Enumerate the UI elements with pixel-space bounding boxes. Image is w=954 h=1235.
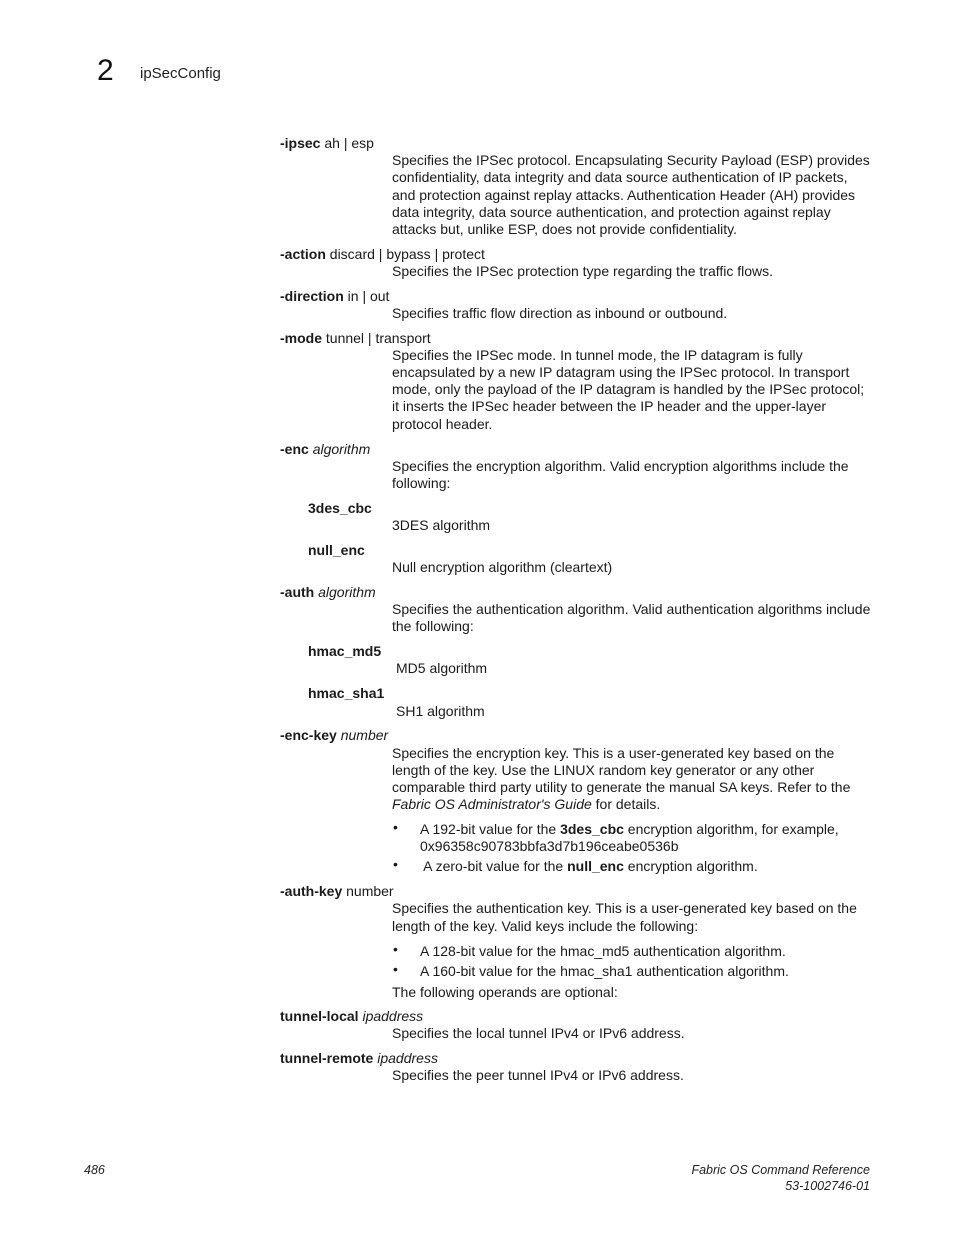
- desc-line: following:: [392, 475, 451, 491]
- operand-action: -action discard | bypass | protect: [280, 246, 485, 262]
- page-number: 486: [84, 1163, 105, 1177]
- desc-line: confidentiality, data integrity and data source authentication of IP packets,: [392, 169, 848, 185]
- chapter-title: ipSecConfig: [140, 65, 221, 82]
- desc-line: data integrity, data source authentication, and protection against replay: [392, 204, 831, 220]
- suboption-null-enc: null_enc: [308, 542, 365, 558]
- desc-line: Specifies the IPSec mode. In tunnel mode, the IP datagram is fully: [392, 347, 803, 363]
- desc-line: mode, only the payload of the IP datagram is handled by the IPSec protocol;: [392, 381, 865, 397]
- operand-auth: -auth algorithm: [280, 584, 376, 600]
- desc-line: Specifies the IPSec protection type regarding the traffic flows.: [392, 263, 774, 279]
- bullet-text: A 160-bit value for the hmac_sha1 authentication algorithm.: [420, 963, 789, 979]
- desc-line: Specifies the authentication algorithm. Valid authentication algorithms include: [392, 601, 871, 617]
- desc-line: length of the key. Valid keys include the following:: [392, 918, 699, 934]
- guide-title: Fabric OS Administrator's Guide: [392, 796, 592, 812]
- operand-enc-key: -enc-key number: [280, 727, 389, 743]
- operand-tunnel-remote: tunnel-remote ipaddress: [280, 1050, 438, 1066]
- operand-direction: -direction in | out: [280, 288, 390, 304]
- chapter-number: 2: [97, 54, 114, 87]
- desc-line: Specifies the encryption key. This is a user-generated key based on the: [392, 745, 835, 761]
- bullet-icon: •: [393, 856, 398, 872]
- operand-mode: -mode tunnel | transport: [280, 330, 431, 346]
- bullet-icon: •: [393, 941, 398, 957]
- suboption-desc: SH1 algorithm: [396, 703, 485, 719]
- bullet-icon: •: [393, 961, 398, 977]
- suboption-desc: MD5 algorithm: [396, 660, 488, 676]
- optional-note: The following operands are optional:: [392, 984, 618, 1000]
- bullet-text-cont: 0x96358c90783bbfa3d7b196ceabe0536b: [420, 838, 679, 854]
- desc-line: length of the key. Use the LINUX random key generator or any other: [392, 762, 815, 778]
- desc-line: the following:: [392, 618, 474, 634]
- desc-line: Specifies the peer tunnel IPv4 or IPv6 address.: [392, 1067, 684, 1083]
- suboption-desc: 3DES algorithm: [392, 517, 491, 533]
- desc-line: protocol header.: [392, 416, 493, 432]
- desc-line: Specifies the IPSec protocol. Encapsulating Security Payload (ESP) provides: [392, 152, 870, 168]
- desc-line: Specifies the encryption algorithm. Valid encryption algorithms include the: [392, 458, 849, 474]
- bullet-text: A zero-bit value for the null_enc encryption algorithm.: [420, 858, 758, 874]
- desc-line: Specifies the local tunnel IPv4 or IPv6 address.: [392, 1025, 685, 1041]
- book-title: Fabric OS Command Reference: [691, 1163, 870, 1177]
- operand-tunnel-local: tunnel-local ipaddress: [280, 1008, 424, 1024]
- operand-ipsec: -ipsec ah | esp: [280, 135, 374, 151]
- bullet-text: A 128-bit value for the hmac_md5 authentication algorithm.: [420, 943, 786, 959]
- desc-line: Fabric OS Administrator's Guide for details.: [392, 796, 661, 812]
- suboption-3des-cbc: 3des_cbc: [308, 500, 372, 516]
- desc-line: Specifies traffic flow direction as inbound or outbound.: [392, 305, 728, 321]
- bullet-text: A 192-bit value for the 3des_cbc encryption algorithm, for example,: [420, 821, 839, 837]
- desc-line: it inserts the IPSec header between the IP header and the upper-layer: [392, 398, 827, 414]
- operand-auth-key: -auth-key number: [280, 883, 394, 899]
- suboption-hmac-sha1: hmac_sha1: [308, 685, 385, 701]
- desc-line: attacks but, unlike ESP, does not provide confidentiality.: [392, 221, 738, 237]
- suboption-hmac-md5: hmac_md5: [308, 643, 382, 659]
- desc-line: and protection against replay attacks. Authentication Header (AH) provides: [392, 187, 856, 203]
- doc-number: 53-1002746-01: [785, 1179, 870, 1193]
- desc-line: encapsulated by a new IP datagram using the IPSec protocol. In transport: [392, 364, 850, 380]
- desc-line: comparable third party utility to generate the manual SA keys. Refer to the: [392, 779, 851, 795]
- desc-line: Specifies the authentication key. This is a user-generated key based on the: [392, 900, 857, 916]
- operand-enc: -enc algorithm: [280, 441, 371, 457]
- suboption-desc: Null encryption algorithm (cleartext): [392, 559, 613, 575]
- bullet-icon: •: [393, 819, 398, 835]
